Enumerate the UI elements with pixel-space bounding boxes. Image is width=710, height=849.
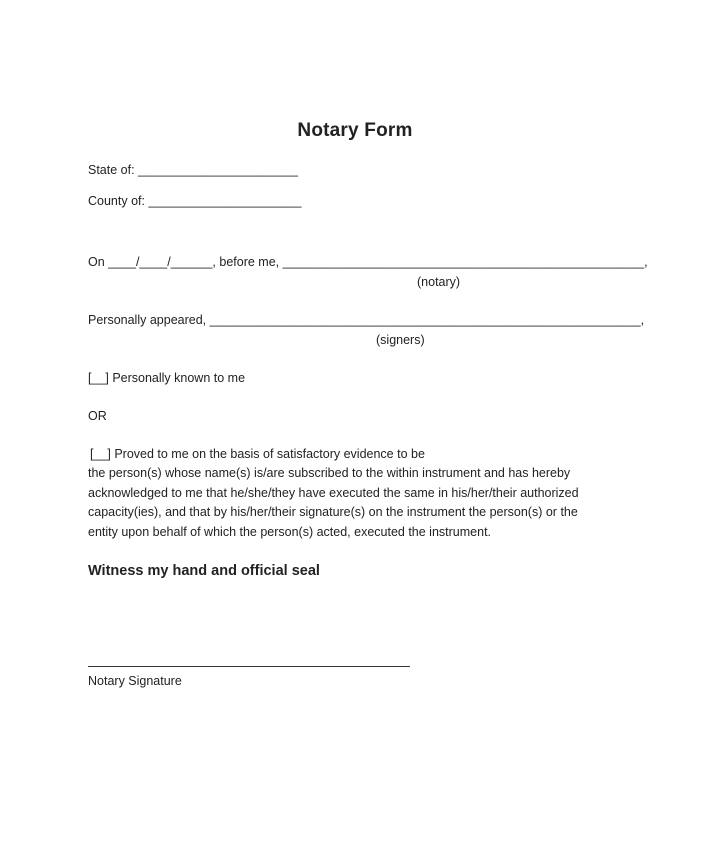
proved-paragraph — [88, 464, 608, 542]
state-field[interactable]: State of: _______________________ — [88, 163, 298, 177]
notary-caption: (notary) — [417, 275, 461, 289]
signature-label: Notary Signature — [88, 674, 182, 688]
option-proved[interactable]: [__] Proved to me on the basis of satisfactory evidence to be — [90, 447, 425, 461]
signers-caption: (signers) — [376, 333, 425, 347]
signers-field[interactable]: Personally appeared, ______________________________________________________________, — [88, 313, 645, 327]
date-notary-field[interactable]: On ____/____/______, before me, ____________________________________________________, — [88, 255, 648, 269]
paragraph-line: entity upon behalf of which the person(s) acted, executed the instrument. — [88, 524, 492, 539]
or-separator: OR — [88, 409, 107, 423]
paragraph-line: acknowledged to me that he/she/they have executed the same in his/her/their authorized — [88, 485, 579, 500]
paragraph-line: capacity(ies), and that by his/her/their signature(s) on the instrument the person(s) or the — [88, 505, 578, 519]
county-field[interactable]: County of: ______________________ — [88, 194, 302, 208]
paragraph-line: the person(s) whose name(s) is/are subscribed to the within instrument and has hereby — [88, 466, 571, 480]
option-personally-known[interactable]: [__] Personally known to me — [88, 371, 246, 385]
witness-heading: Witness my hand and official seal — [88, 563, 320, 579]
form-title: Notary Form — [297, 120, 413, 141]
signature-line[interactable] — [88, 666, 410, 667]
